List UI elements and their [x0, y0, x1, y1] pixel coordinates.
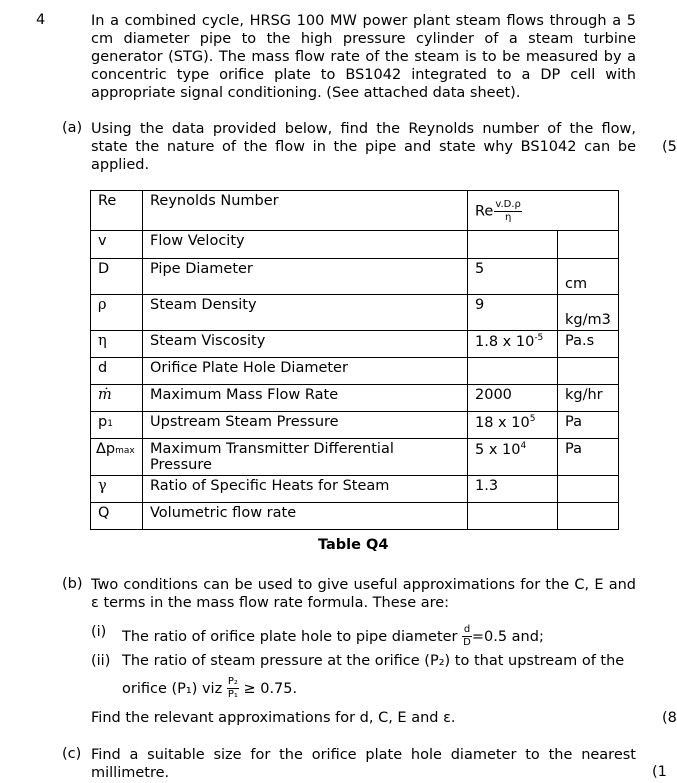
intro-paragraph: In a combined cycle, HRSG 100 MW power plant steam flows through a 5 cm diameter pipe to the high pressure cylinder of a steam turbine generator (STG). The mass flow rate of the steam is to be measured by a concentric type orifice plate to BS1042 integrated to a DP cell with appropriate signal conditioning. (See attached data sheet). — [91, 13, 636, 101]
condition-2-line2 — [122, 676, 297, 701]
data-table — [90, 190, 619, 530]
value-cell — [468, 503, 558, 530]
ratio-numerator: d — [463, 624, 471, 635]
table-row — [91, 231, 619, 259]
reynolds-formula — [494, 199, 522, 224]
part-b-text: Two conditions can be used to give useful approximations for the C, E and ε terms in the mass flow rate formula. These are: — [91, 577, 636, 611]
diameter-ratio — [462, 624, 472, 649]
condition-2-tail: ≥ 0.75. — [243, 681, 298, 697]
table-row — [91, 358, 619, 385]
value-cell — [468, 412, 558, 439]
symbol-cell — [91, 412, 143, 439]
table-row — [91, 439, 619, 476]
symbol-cell: D — [91, 259, 143, 295]
description-cell: Maximum Mass Flow Rate — [143, 385, 468, 412]
dp-value: 5 x 10 — [475, 441, 521, 458]
pressure-ratio — [227, 676, 239, 701]
unit-cell — [558, 476, 619, 503]
symbol-cell: v — [91, 231, 143, 259]
symbol-cell: Re — [91, 191, 143, 231]
part-b-find: Find the relevant approximations for d, C, E and ε. — [91, 710, 456, 726]
description-cell: Steam Viscosity — [143, 331, 468, 358]
table-row — [91, 385, 619, 412]
condition-1-label: (i) — [91, 624, 107, 640]
symbol-subscript: max — [115, 446, 135, 456]
formula-lhs: Re — [475, 203, 494, 220]
pressure-exponent: 5 — [529, 414, 536, 424]
part-c-marks: (1 — [652, 764, 667, 780]
table-row — [91, 503, 619, 530]
value-cell — [468, 231, 558, 259]
description-cell: Ratio of Specific Heats for Steam — [143, 476, 468, 503]
part-a-marks: (5 — [662, 139, 677, 155]
condition-1-text: The ratio of orifice plate hole to pipe diameter — [122, 629, 458, 645]
part-c-label: (c) — [62, 746, 82, 762]
question-number: 4 — [36, 12, 46, 28]
dp-exponent: 4 — [520, 441, 527, 451]
condition-1-tail: =0.5 and; — [471, 629, 544, 645]
pressure-value: 18 x 10 — [475, 414, 530, 431]
condition-2-line1: The ratio of steam pressure at the orifice (P₂) to that upstream of the — [122, 653, 625, 669]
unit-cell: Pa — [558, 439, 619, 476]
table-caption: Table Q4 — [318, 537, 389, 553]
formula-numerator: v.D.ρ — [495, 199, 521, 210]
value-cell: 9 — [468, 295, 558, 331]
viscosity-exponent: -5 — [534, 333, 544, 343]
symbol-cell: η — [91, 331, 143, 358]
condition-1 — [122, 624, 544, 649]
description-cell: Orifice Plate Hole Diameter — [143, 358, 468, 385]
symbol-cell: ṁ — [91, 385, 143, 412]
symbol-text: Δp — [96, 441, 116, 457]
table-row — [91, 412, 619, 439]
description-cell: Steam Density — [143, 295, 468, 331]
symbol-cell: ρ — [91, 295, 143, 331]
description-cell: Volumetric flow rate — [143, 503, 468, 530]
part-c-text: Find a suitable size for the orifice plate hole diameter to the nearest millimetre. — [91, 747, 636, 781]
symbol-cell: Q — [91, 503, 143, 530]
part-b-label: (b) — [62, 576, 83, 592]
formula-cell — [468, 191, 619, 231]
value-cell: 2000 — [468, 385, 558, 412]
part-a-label: (a) — [62, 120, 83, 136]
symbol-text: p — [98, 414, 108, 430]
table-row — [91, 295, 619, 331]
unit-cell: cm — [558, 259, 619, 295]
ratio-denominator: D — [463, 637, 471, 648]
unit-cell — [558, 358, 619, 385]
symbol-subscript: 1 — [107, 419, 113, 429]
description-cell: Reynolds Number — [143, 191, 468, 231]
formula-denominator: η — [504, 212, 512, 223]
unit-cell: kg/hr — [558, 385, 619, 412]
value-cell: 5 — [468, 259, 558, 295]
symbol-cell: d — [91, 358, 143, 385]
table-row — [91, 476, 619, 503]
table-row — [91, 331, 619, 358]
condition-2-prefix: orifice (P₁) viz — [122, 681, 223, 697]
value-cell: 1.3 — [468, 476, 558, 503]
description-cell: Maximum Transmitter Differential Pressure — [143, 439, 468, 476]
ratio-denominator: P₁ — [227, 689, 238, 700]
table-row — [91, 191, 619, 231]
unit-cell — [558, 503, 619, 530]
part-b-marks: (8 — [662, 710, 677, 726]
viscosity-value: 1.8 x 10 — [475, 333, 535, 350]
part-a-text: Using the data provided below, find the Reynolds number of the flow, state the nature of the flow in the pipe and state why BS1042 can be applied. — [91, 121, 636, 173]
symbol-cell — [91, 439, 143, 476]
symbol-cell: γ — [91, 476, 143, 503]
unit-cell: Pa.s — [558, 331, 619, 358]
description-cell: Upstream Steam Pressure — [143, 412, 468, 439]
table-row — [91, 259, 619, 295]
value-cell — [468, 358, 558, 385]
description-cell: Pipe Diameter — [143, 259, 468, 295]
description-cell: Flow Velocity — [143, 231, 468, 259]
value-cell — [468, 439, 558, 476]
condition-2-label: (ii) — [91, 653, 111, 669]
ratio-numerator: P₂ — [227, 676, 238, 687]
unit-cell — [558, 231, 619, 259]
value-cell — [468, 331, 558, 358]
unit-cell: kg/m3 — [558, 295, 619, 331]
unit-cell: Pa — [558, 412, 619, 439]
